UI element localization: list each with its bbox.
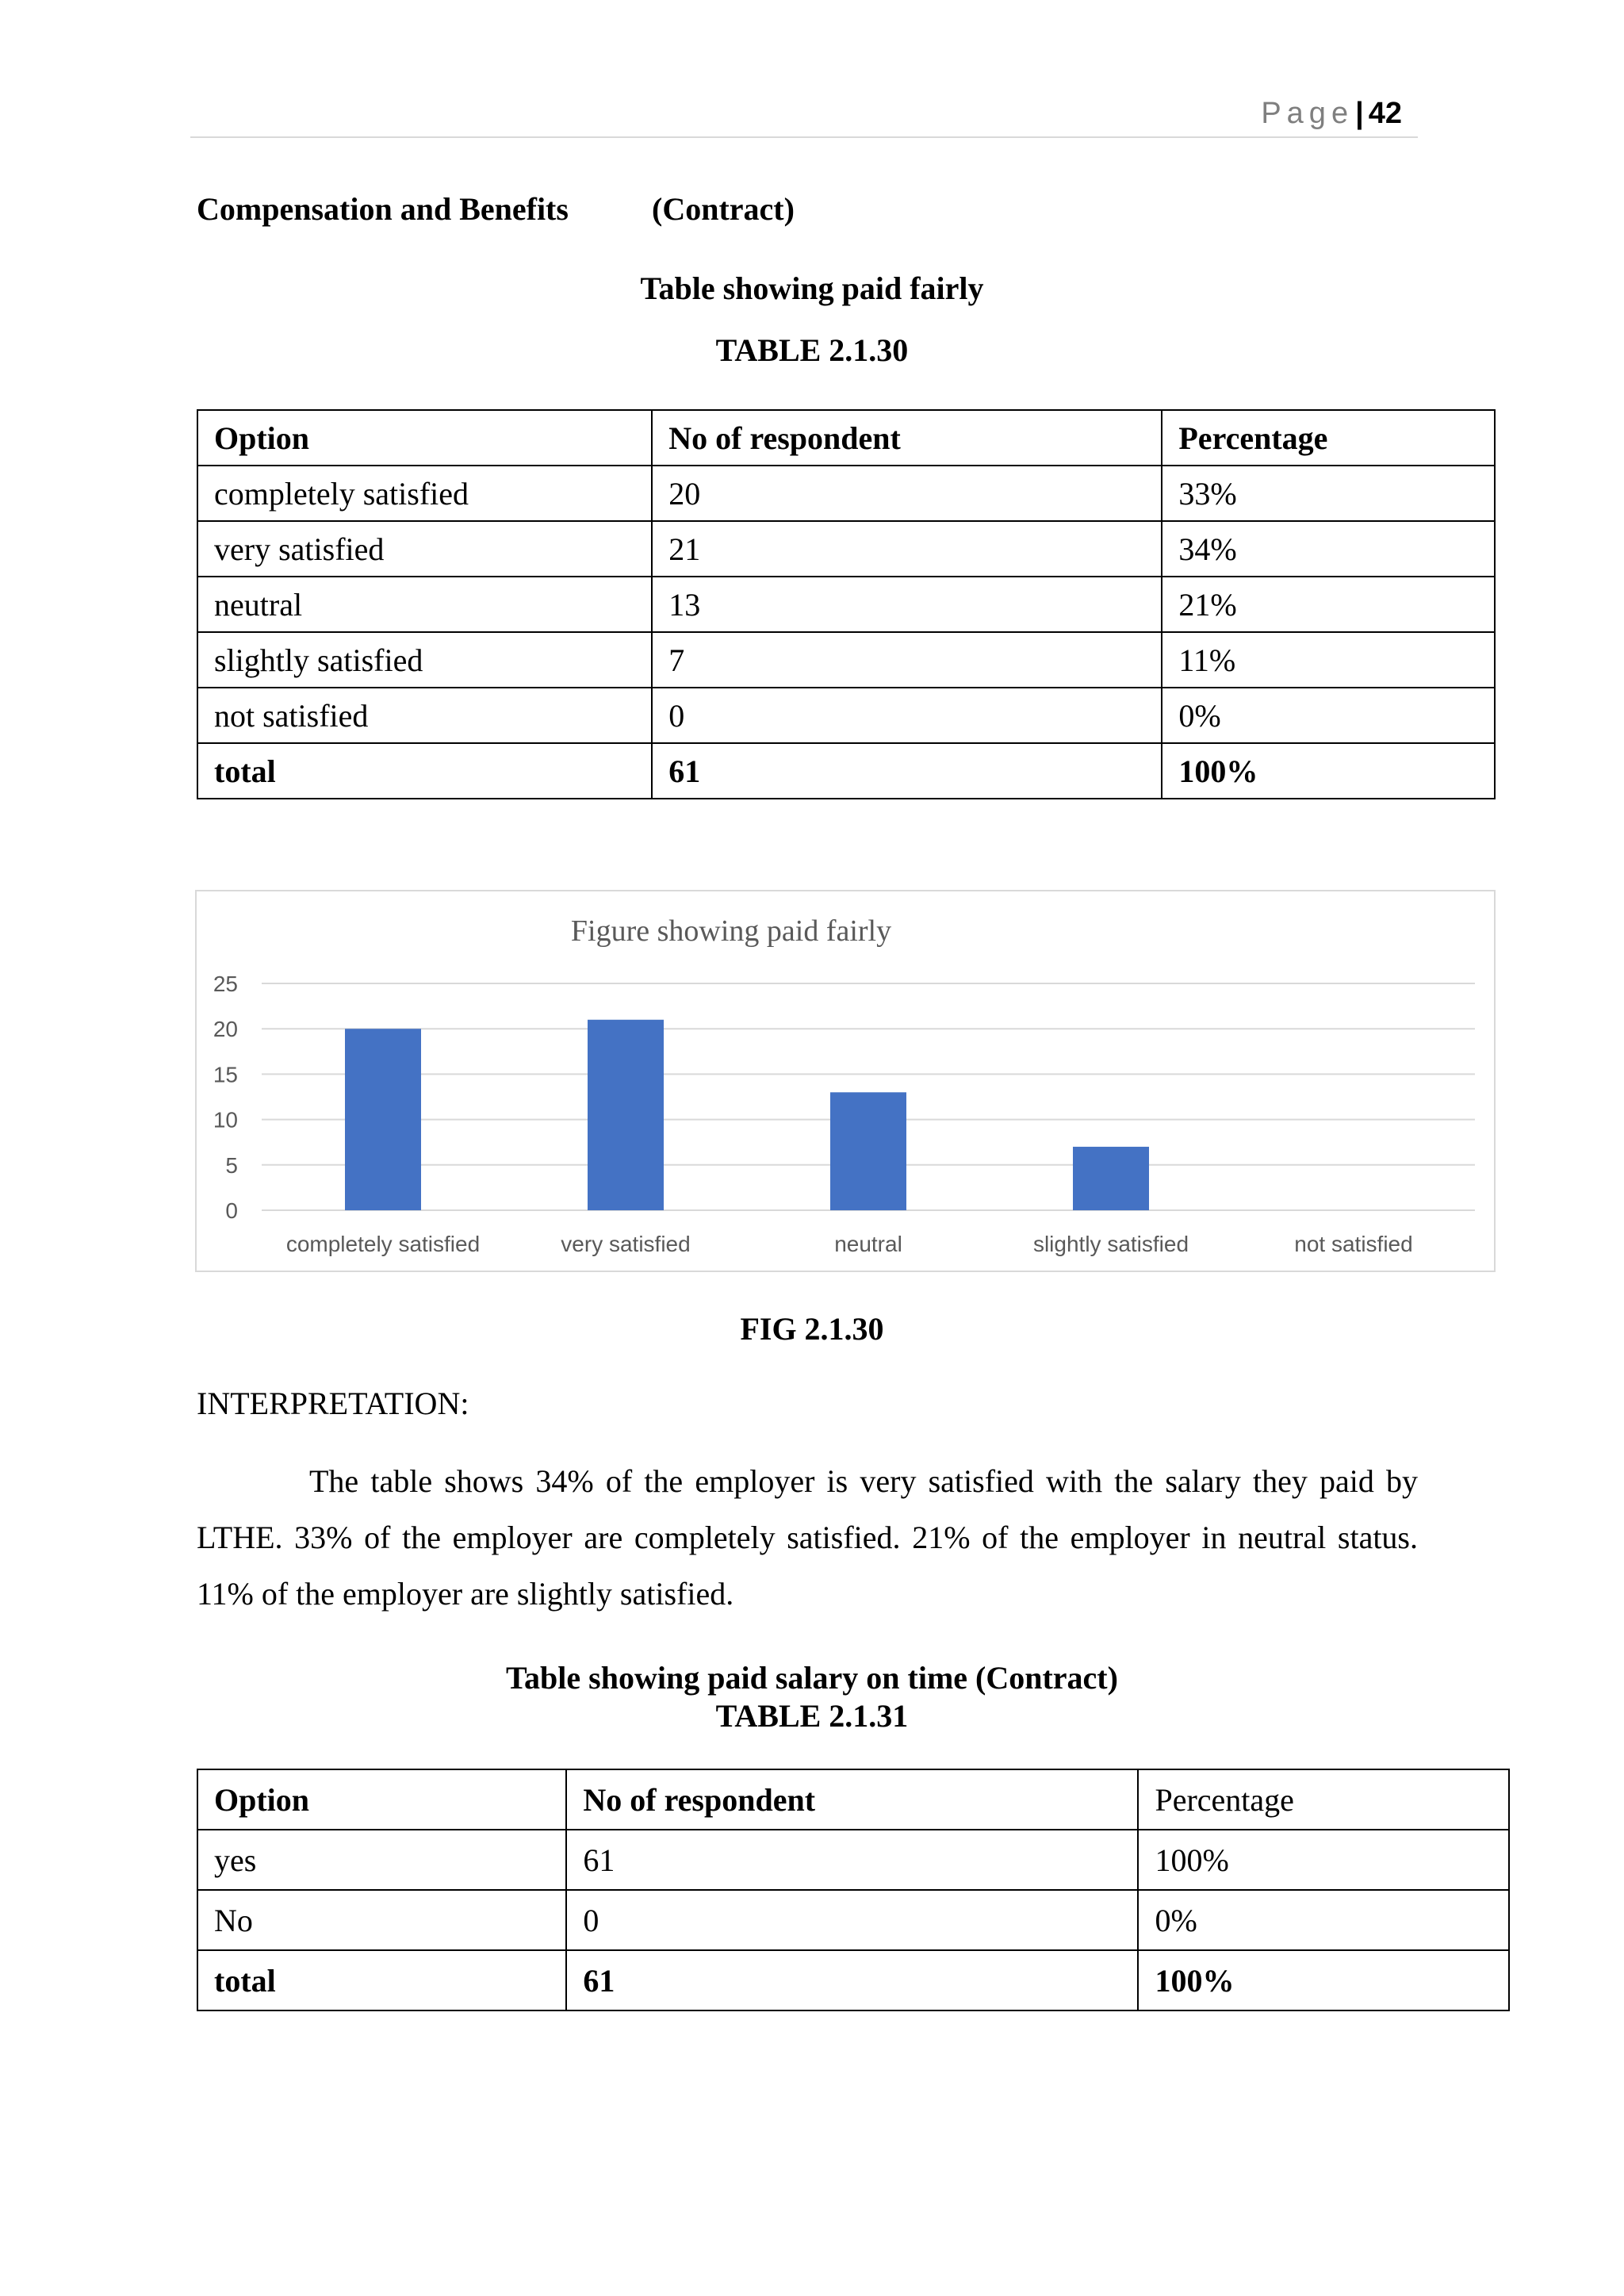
table-paid-on-time: [197, 1769, 1510, 2011]
total-cell: 61: [652, 743, 1162, 799]
total-cell: 61: [566, 1950, 1138, 2010]
section-title: Compensation and Benefits: [197, 191, 569, 227]
x-tick-label: neutral: [834, 1232, 902, 1256]
bar: [588, 1020, 664, 1210]
interpretation-heading: INTERPRETATION:: [197, 1386, 469, 1421]
table-cell: 0: [566, 1890, 1138, 1950]
page-separator: |: [1355, 97, 1364, 130]
x-tick-label: completely satisfied: [285, 1232, 481, 1256]
table-cell: 21%: [1162, 577, 1495, 632]
y-tick-label: 5: [225, 1152, 238, 1178]
table-cell: not satisfied: [197, 688, 652, 743]
header-cell: Option: [197, 410, 652, 466]
table-cell: No: [197, 1890, 566, 1950]
table-cell: slightly satisfied: [197, 632, 652, 688]
total-cell: total: [197, 743, 652, 799]
header-cell: No of respondent: [566, 1769, 1138, 1830]
total-cell: total: [197, 1950, 566, 2010]
header-cell: Percentage: [1162, 410, 1495, 466]
table-row: [197, 577, 1495, 632]
page-word: Page: [1261, 97, 1354, 130]
bar: [830, 1092, 906, 1210]
x-tick-label: slightly satisfied: [1032, 1232, 1189, 1256]
table-row: [197, 521, 1495, 577]
table-header-row: [197, 1769, 1509, 1830]
header-cell: No of respondent: [652, 410, 1162, 466]
y-tick-label: 25: [213, 972, 238, 996]
chart-container: [195, 890, 1496, 1272]
y-tick-label: 15: [213, 1062, 238, 1087]
table1-caption: Table showing paid fairly: [640, 270, 984, 306]
table-cell: completely satisfied: [197, 466, 652, 521]
table-cell: 33%: [1162, 466, 1495, 521]
table-cell: very satisfied: [197, 521, 652, 577]
bar: [345, 1029, 421, 1210]
header-cell: Percentage: [1138, 1769, 1509, 1830]
table-row: [197, 466, 1495, 521]
x-tick-label: very satisfied: [561, 1232, 691, 1256]
interpretation-text: The table shows 34% of the employer is very satisfied with the salary they paid by LTHE. 33% of the employer are completely satisfied. 21% of the employer in neutral status. 11% of the employer are slightly satisfied.: [197, 1463, 1418, 1612]
page-number: [1261, 97, 1402, 131]
table-cell: 0%: [1138, 1890, 1509, 1950]
x-tick-label: not satisfied: [1294, 1232, 1413, 1256]
bar: [1073, 1147, 1149, 1210]
chart-title: Figure showing paid fairly: [570, 914, 892, 948]
table-cell: 13: [652, 577, 1162, 632]
page-number-value: 42: [1368, 97, 1402, 130]
table-cell: neutral: [197, 577, 652, 632]
table-header-row: [197, 410, 1495, 466]
table-cell: 61: [566, 1830, 1138, 1890]
table-cell: 21: [652, 521, 1162, 577]
bar-chart: [197, 891, 1494, 1271]
total-cell: 100%: [1162, 743, 1495, 799]
table2-label: TABLE 2.1.31: [715, 1698, 909, 1734]
table-total-row: [197, 1950, 1509, 2010]
table-row: [197, 1890, 1509, 1950]
table-cell: 20: [652, 466, 1162, 521]
section-subtitle: (Contract): [652, 191, 795, 227]
table-row: [197, 688, 1495, 743]
y-tick-label: 0: [225, 1198, 238, 1223]
table-cell: 11%: [1162, 632, 1495, 688]
table1-label: TABLE 2.1.30: [715, 332, 909, 368]
table-cell: 0: [652, 688, 1162, 743]
table-cell: yes: [197, 1830, 566, 1890]
table-row: [197, 1830, 1509, 1890]
table-cell: 0%: [1162, 688, 1495, 743]
table-row: [197, 632, 1495, 688]
table-cell: 7: [652, 632, 1162, 688]
table-cell: 34%: [1162, 521, 1495, 577]
y-tick-label: 20: [213, 1017, 238, 1042]
total-cell: 100%: [1138, 1950, 1509, 2010]
table-total-row: [197, 743, 1495, 799]
table-cell: 100%: [1138, 1830, 1509, 1890]
y-tick-label: 10: [213, 1107, 238, 1133]
page-header: [190, 94, 1418, 138]
table2-caption: Table showing paid salary on time (Contract): [506, 1660, 1118, 1696]
table-paid-fairly: [197, 409, 1496, 799]
figure-label: FIG 2.1.30: [740, 1311, 884, 1347]
header-cell: Option: [197, 1769, 566, 1830]
